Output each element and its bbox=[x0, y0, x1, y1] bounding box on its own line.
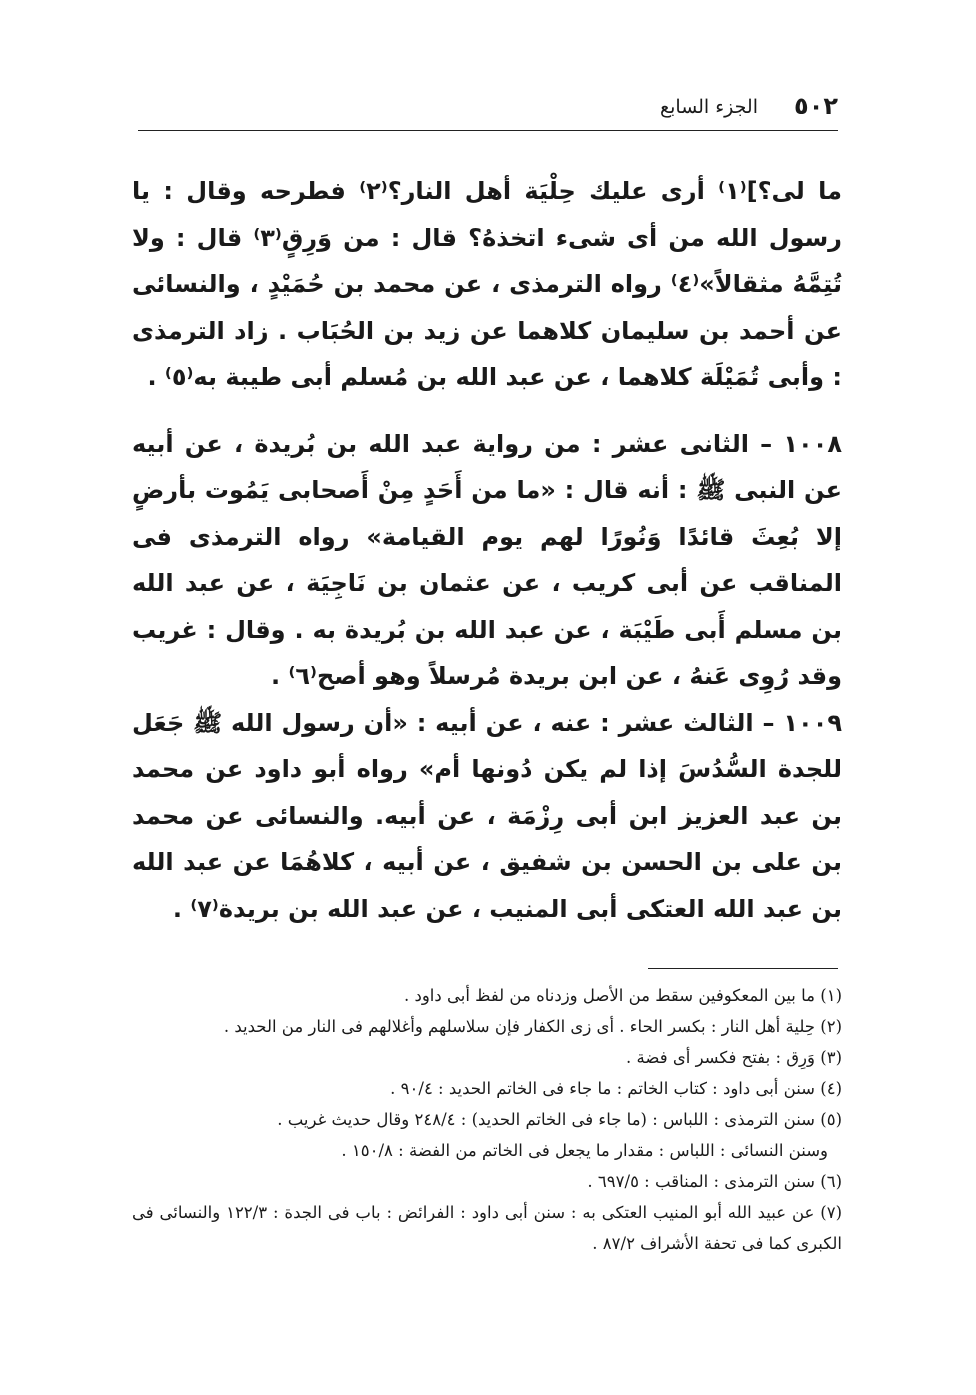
footnote-rule bbox=[648, 968, 838, 969]
page-number: ٥٠٢ bbox=[794, 92, 838, 120]
footnote-2: (٢) حِلية أهل النار : بكسر الحاء . أى زى الكفار فإن سلاسلهم وأغلالهم فى النار من الحديد . bbox=[223, 1017, 842, 1036]
footnote-4: (٤) سنن أبى داود : كتاب الخاتم : ما جاء فى الخاتم الحديد : ٩٠/٤ . bbox=[390, 1079, 842, 1098]
running-head: الجزء السابع bbox=[660, 96, 758, 118]
paragraph-gap bbox=[132, 401, 842, 421]
footnote-3: (٣) وَرِق : بفتح فكسر أى فضة . bbox=[626, 1048, 842, 1067]
footnote-5-continued: وسنن النسائى : اللباس : مقدار ما يجعل فى الخاتم من الفضة : ١٥٠/٨ . bbox=[341, 1141, 828, 1160]
paragraph-1009: ١٠٠٩ – الثالث عشر : عنه ، عن أبيه : «أن رسول الله ﷺ جَعَل للجدة السُّدُسَ إذا لم يكن دُونها أم» رواه أبو داود عن محمد بن عبد العزيز ابن أبى رِزْمَة ، عن أبيه. والنسائى عن محمد بن على بن الحسن بن شفيق ، عن أبيه ، كلاهُمَا عن عبد الله بن عبد الله العتكى أبى المنيب ، عن عبد الله بن بريدة⁽٧⁾ . bbox=[132, 708, 842, 923]
main-text bbox=[132, 168, 842, 932]
footnotes bbox=[132, 980, 842, 1259]
paragraph-continuation: ما لى؟]⁽١⁾ أرى عليك حِلْيَة أهل النار؟⁽٢⁾ فطرحه وقال : يا رسول الله من أى شىء اتخذهُ؟ قال : من وَرِقٍ⁽٣⁾ قال : ولا تُتِمَّهُ مثقالاً»⁽٤⁾ رواه الترمذى ، عن محمد بن حُمَيْدٍ ، والنسائى عن أحمد بن سليمان كلاهما عن زيد بن الحُبَاب . زاد الترمذى : وأبى تُمَيْلَة كلاهما ، عن عبد الله بن مُسلم أبى طيبة به⁽٥⁾ . bbox=[132, 177, 842, 391]
footnote-5: (٥) سنن الترمذى : اللباس : (ما جاء فى الخاتم الحديد) : ٢٤٨/٤ وقال حديث غريب . bbox=[277, 1110, 842, 1129]
footnote-7: (٧) عن عبيد الله أبو المنيب العتكى به : سنن أبى داود : الفرائض : باب فى الجدة : ١٢٢/٣ والنسائى فى الكبرى كما فى تحفة الأشراف ٨٧/٢ . bbox=[132, 1203, 842, 1253]
footnote-1: (١) ما بين المعكوفين سقط من الأصل وزدناه من لفظ أبى داود . bbox=[404, 986, 842, 1005]
header-rule bbox=[138, 130, 838, 131]
paragraph-1008: ١٠٠٨ – الثانى عشر : من رواية عبد الله بن بُريدة ، عن أبيه عن النبى ﷺ : أنه قال : «ما من أَحَدٍ مِنْ أَصحابى يَمُوت بأرضٍ إلا بُعِثَ قائدًا وَنُورًا لهم يوم القيامة» رواه الترمذى فى المناقب عن أبى كريب ، عن عثمان بن نَاجِيَة ، عن عبد الله بن مسلم أَبى طَيْبَة ، عن عبد الله بن بُريدة به . وقال : غريب وقد رُوِى عَنهُ ، عن ابن بريدة مُرسلاً وهو أصح⁽٦⁾ . bbox=[132, 429, 842, 690]
page-header bbox=[138, 92, 838, 128]
footnote-6: (٦) سنن الترمذى : المناقب : ٦٩٧/٥ . bbox=[587, 1172, 842, 1191]
